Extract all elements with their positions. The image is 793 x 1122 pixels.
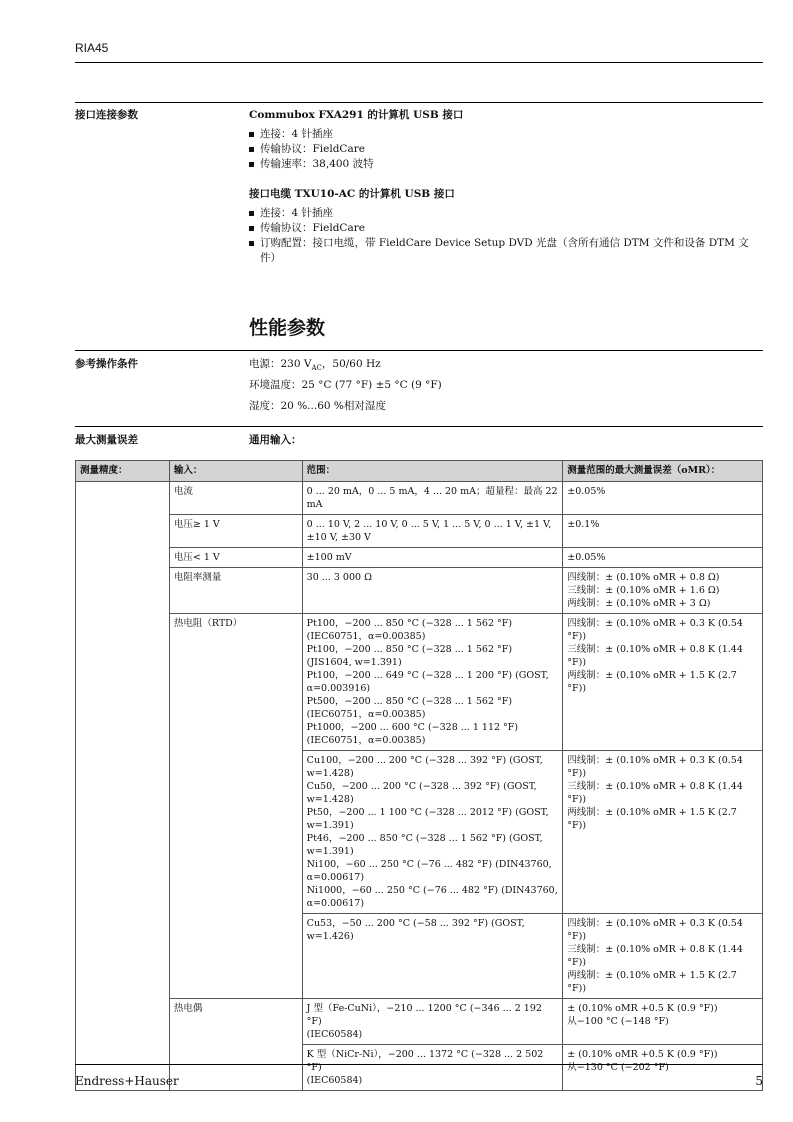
input-cell: 热电阻（RTD） — [169, 614, 302, 999]
error-cell: 四线制：± (0.10% oMR + 0.8 Ω) 三线制：± (0.10% oMR + 1.6 Ω) 两线制：± (0.10% oMR + 3 Ω) — [563, 568, 763, 614]
error-cell: 四线制：± (0.10% oMR + 0.3 K (0.54 °F)) 三线制：± (0.10% oMR + 0.8 K (1.44 °F)) 两线制：± (0.10% oMR + 1.5 K (2.7 °F)) — [563, 614, 763, 751]
input-cell: 电阻率测量 — [169, 568, 302, 614]
section-divider — [75, 426, 763, 427]
header-accuracy: 测量精度： — [76, 461, 170, 482]
range-cell: Cu53，−50 ... 200 °C (−58 ... 392 °F) (GOST, w=1.426) — [302, 914, 563, 999]
section-divider — [75, 350, 763, 351]
error-cell: ± (0.10% oMR +0.5 K (0.9 °F)) 从−130 °C (−202 °F) — [563, 1045, 763, 1091]
list-item: 传输协议：FieldCare — [249, 142, 764, 157]
txu10-title: 接口电缆 TXU10-AC 的计算机 USB 接口 — [249, 188, 455, 200]
input-cell: 热电偶 — [169, 999, 302, 1091]
range-cell: 30 ... 3 000 Ω — [302, 568, 563, 614]
fxa291-list — [249, 127, 764, 172]
fxa291-title: Commubox FXA291 的计算机 USB 接口 — [249, 109, 464, 121]
input-cell: 电压< 1 V — [169, 548, 302, 568]
interface-section-label: 接口连接参数 — [75, 109, 138, 121]
footer-divider — [75, 1064, 763, 1065]
list-item: 连接：4 针插座 — [249, 127, 764, 142]
page-number: 5 — [755, 1074, 763, 1088]
header-input: 输入： — [169, 461, 302, 482]
range-cell: Cu100，−200 ... 200 °C (−328 ... 392 °F) (GOST, w=1.428) Cu50，−200 ... 200 °C (−328 ... 392 °F) (GOST, w=1.428) Pt50，−200 ... 1 100 °C (−328 ... 2012 °F) (GOST, w=1.391) Pt46，−200 ... 850 °C (−328 ... 1 562 °F) (GOST, w=1.391) Ni100，−60 ... 250 °C (−76 ... 482 °F) (DIN43760, α=0.00617) Ni1000，−60 ... 250 °C (−76 ... 482 °F) (DIN43760, α=0.00617) — [302, 751, 563, 914]
range-cell: 0 ... 20 mA，0 ... 5 mA，4 ... 20 mA；超量程：最高 22 mA — [302, 482, 563, 515]
list-item: 传输协议：FieldCare — [249, 221, 764, 236]
error-cell: ±0.05% — [563, 482, 763, 515]
max-error-label: 最大测量误差 — [75, 434, 138, 446]
power-sub: AC — [311, 364, 322, 373]
table-row — [76, 548, 763, 568]
range-cell: 0 ... 10 V, 2 ... 10 V, 0 ... 5 V, 1 ... 5 V, 0 ... 1 V, ±1 V, ±10 V, ±30 V — [302, 515, 563, 548]
list-item: 传输速率：38,400 波特 — [249, 157, 764, 172]
brand-name: Endress+Hauser — [75, 1074, 179, 1088]
error-cell: 四线制：± (0.10% oMR + 0.3 K (0.54 °F)) 三线制：± (0.10% oMR + 0.8 K (1.44 °F)) 两线制：± (0.10% oMR + 1.5 K (2.7 °F)) — [563, 751, 763, 914]
table-row — [76, 515, 763, 548]
range-cell: ±100 mV — [302, 548, 563, 568]
accuracy-cell — [76, 482, 170, 1091]
document-title: RIA45 — [75, 41, 109, 55]
power-supply-line — [249, 356, 381, 372]
txu10-list — [249, 206, 764, 266]
header-divider — [75, 62, 763, 63]
table-row — [76, 614, 763, 751]
list-item: 连接：4 针插座 — [249, 206, 764, 221]
section-divider — [75, 102, 763, 103]
performance-heading: 性能参数 — [249, 317, 326, 339]
power-prefix: 电源：230 V — [249, 358, 312, 370]
range-cell: J 型（Fe-CuNi），−210 ... 1200 °C (−346 ... 2 192 °F) (IEC60584) — [302, 999, 563, 1045]
error-cell: ± (0.10% oMR +0.5 K (0.9 °F)) 从−100 °C (−148 °F) — [563, 999, 763, 1045]
ambient-temperature-line: 环境温度：25 °C (77 °F) ±5 °C (9 °F) — [249, 379, 442, 391]
input-cell: 电压≥ 1 V — [169, 515, 302, 548]
range-cell: Pt100，−200 ... 850 °C (−328 ... 1 562 °F) (IEC60751，α=0.00385) Pt100，−200 ... 850 °C (−328 ... 1 562 °F) (JIS1604, w=1.391) Pt100，−200 ... 649 °C (−328 ... 1 200 °F) (GOST, α=0.003916) Pt500，−200 ... 850 °C (−328 ... 1 562 °F) (IEC60751，α=0.00385) Pt1000，−200 ... 600 °C (−328 ... 1 112 °F) (IEC60751，α=0.00385) — [302, 614, 563, 751]
table-header-row — [76, 461, 763, 482]
header-max-error: 测量范围的最大测量误差（oMR）： — [563, 461, 763, 482]
reference-conditions-label: 参考操作条件 — [75, 358, 138, 370]
error-cell: ±0.1% — [563, 515, 763, 548]
accuracy-table — [75, 460, 763, 1091]
error-cell: 四线制：± (0.10% oMR + 0.3 K (0.54 °F)) 三线制：± (0.10% oMR + 0.8 K (1.44 °F)) 两线制：± (0.10% oMR + 1.5 K (2.7 °F)) — [563, 914, 763, 999]
list-item: 订购配置：接口电缆，带 FieldCare Device Setup DVD 光盘（含所有通信 DTM 文件和设备 DTM 文件） — [249, 236, 764, 266]
header-range: 范围： — [302, 461, 563, 482]
range-cell: K 型（NiCr-Ni），−200 ... 1372 °C (−328 ... 2 502 °F) (IEC60584) — [302, 1045, 563, 1091]
table-row — [76, 999, 763, 1045]
universal-input-subtitle: 通用输入： — [249, 434, 302, 446]
error-cell: ±0.05% — [563, 548, 763, 568]
table-row — [76, 482, 763, 515]
table-row — [76, 568, 763, 614]
input-cell: 电流 — [169, 482, 302, 515]
humidity-line: 湿度：20 %...60 %相对湿度 — [249, 400, 386, 412]
power-suffix: ，50/60 Hz — [321, 358, 381, 370]
